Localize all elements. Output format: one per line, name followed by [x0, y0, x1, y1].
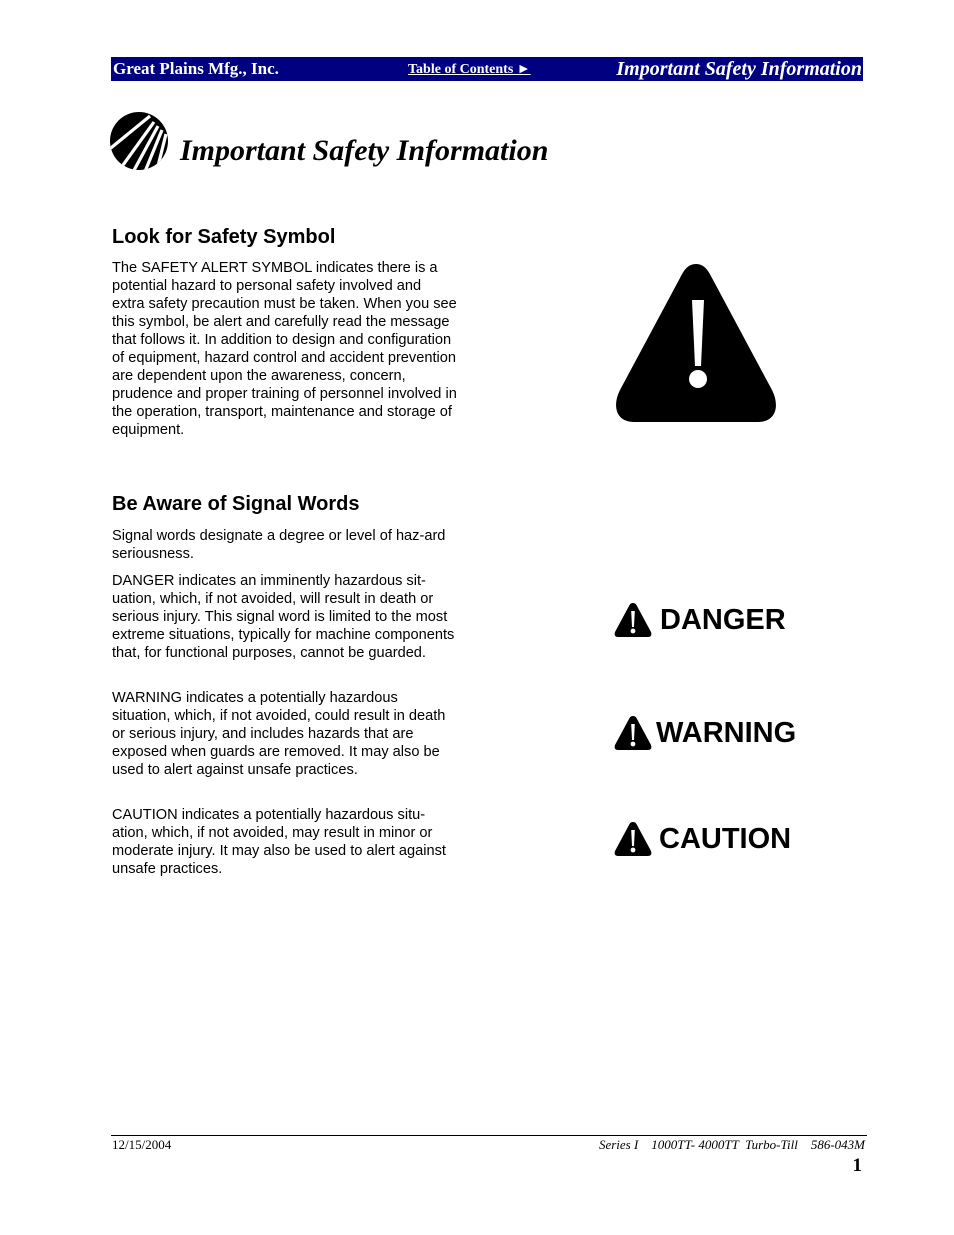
- signal-word-warning: [614, 713, 796, 753]
- alert-triangle-icon: [614, 602, 652, 638]
- page-number: 1: [852, 1155, 862, 1176]
- page-title: Important Safety Information: [180, 134, 549, 167]
- footer-divider: [111, 1135, 867, 1136]
- header-company: Great Plains Mfg., Inc.: [113, 59, 279, 78]
- safety-alert-triangle-icon: [614, 262, 778, 424]
- signal-word-caution-label: CAUTION: [659, 822, 792, 855]
- paragraph-danger: DANGER indicates an imminently hazardous sit-uation, which, if not avoided, will result in death or serious injury. This signal word is limited to the most extreme situations, typically for machine components that, for functional purposes, cannot be guarded.: [112, 573, 455, 661]
- paragraph-safety-symbol: The SAFETY ALERT SYMBOL indicates there is a potential hazard to personal safety involved and extra safety precaution must be taken. When you see this symbol, be alert and carefully read the message that follows it. In addition to design and configuration of equipment, hazard control and accident prevention are dependent upon the awareness, concern, prudence and proper training of personnel involved in the operation, transport, maintenance and storage of equipment.: [112, 260, 457, 438]
- section-heading-safety-symbol: Look for Safety Symbol: [112, 226, 336, 248]
- section-heading-signal-words: Be Aware of Signal Words: [112, 493, 360, 515]
- header-section-title: Important Safety Information: [616, 58, 862, 80]
- signal-word-danger: [614, 600, 786, 640]
- paragraph-warning: WARNING indicates a potentially hazardous situation, which, if not avoided, could result in death or serious injury, and includes hazards that are exposed when guards are removed. It may also be used to alert against unsafe practices.: [112, 690, 446, 778]
- signal-word-danger-label: DANGER: [660, 603, 786, 636]
- table-of-contents-link[interactable]: Table of Contents ►: [408, 62, 531, 77]
- paragraph-signal-words-intro: Signal words designate a degree or level of haz-ard seriousness.: [112, 528, 446, 562]
- signal-word-caution: [614, 819, 791, 859]
- paragraph-caution: CAUTION indicates a potentially hazardous situ-ation, which, if not avoided, may result in minor or moderate injury. It may also be used to alert against unsafe practices.: [112, 807, 446, 877]
- alert-triangle-icon: [614, 821, 652, 857]
- header-bar: [111, 57, 863, 81]
- footer-date: 12/15/2004: [112, 1137, 172, 1152]
- great-plains-logo-icon: [110, 112, 168, 170]
- footer-model-info: Series I 1000TT- 4000TT Turbo-Till 586-043M: [598, 1137, 865, 1152]
- alert-triangle-icon: [614, 715, 652, 751]
- signal-word-warning-label: WARNING: [656, 716, 797, 749]
